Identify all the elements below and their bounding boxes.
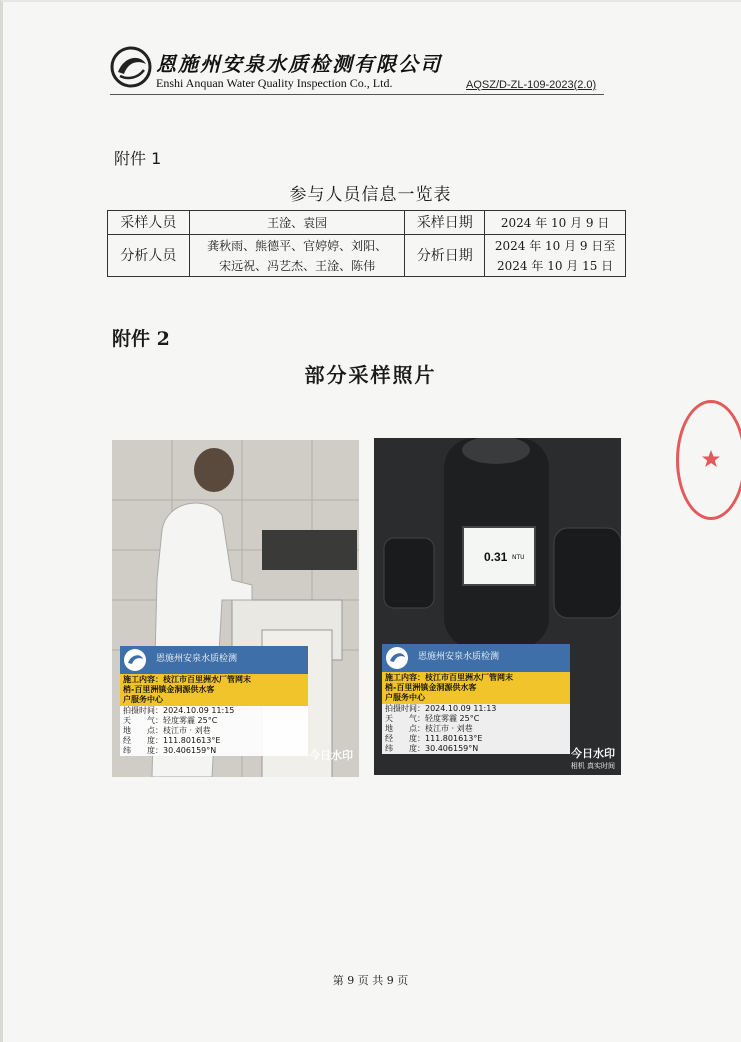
- analysis-date-label: 分析日期: [405, 235, 485, 277]
- sampling-date: 2024 年 10 月 9 日: [485, 211, 626, 235]
- page-footer: 第 9 页 共 9 页: [332, 974, 409, 987]
- analysis-date-line1: 2024 年 10 月 9 日至: [494, 238, 616, 253]
- watermark-task-line2: 梢-百里洲镇金洞源供水客: [385, 683, 477, 692]
- seal-star-icon: [701, 449, 721, 469]
- staff-info-table: [107, 210, 626, 277]
- attachment-2-label: 附件 2: [112, 328, 170, 350]
- company-name-en: Enshi Anquan Water Quality Inspection Co., Ltd.: [156, 76, 393, 90]
- watermark-brand: 今日水印: [571, 747, 615, 760]
- watermark-time: 拍摄时间：2024.10.09 11:15: [123, 706, 235, 715]
- watermark-task-line1: 枝江市百里洲水厂管网末: [163, 675, 251, 684]
- watermark-weather: 天 气：轻度雾霾 25°C: [123, 716, 218, 725]
- watermark-org: 恩施州安泉水质检测: [156, 654, 238, 664]
- analysis-date-line2: 2024 年 10 月 15 日: [497, 258, 614, 273]
- watermark-latitude: 纬 度：30.406159°N: [123, 746, 217, 755]
- watermark-weather: 天 气：轻度雾霾 25°C: [385, 714, 480, 723]
- watermark-task-line2: 梢-百里洲镇金洞源供水客: [123, 685, 215, 694]
- watermark-brand-sub: 相机 真实时间: [570, 762, 615, 770]
- watermark-longitude: 经 度：111.801613°E: [385, 734, 483, 743]
- document-code: AQSZ/D-ZL-109-2023(2.0): [466, 79, 597, 91]
- sampler-names: 王淦、袁园: [189, 211, 405, 235]
- attachment-1-label: 附件 1: [114, 149, 162, 168]
- sampler-label: 采样人员: [108, 211, 190, 235]
- watermark-task-line3: 户服务中心: [385, 693, 425, 702]
- watermark-org: 恩施州安泉水质检测: [418, 652, 500, 662]
- analysis-date: [485, 235, 626, 277]
- watermark-task-key: 施工内容：: [385, 673, 425, 682]
- company-logo-icon: [385, 646, 409, 670]
- analyst-names-line2: 宋远祝、冯艺杰、王淦、陈伟: [219, 258, 376, 273]
- sampling-date-label: 采样日期: [405, 211, 485, 235]
- watermark-header: [120, 646, 308, 674]
- company-name-cn: 恩施州安泉水质检测有限公司: [156, 52, 442, 76]
- watermark-header: [382, 644, 570, 672]
- watermark-task-key: 施工内容：: [123, 675, 163, 684]
- analyst-label: 分析人员: [108, 235, 190, 277]
- photo-watermark-card: [120, 646, 308, 756]
- official-seal-stamp: [676, 400, 741, 520]
- sampling-photo-1: [112, 440, 359, 777]
- company-logo-icon: [110, 46, 152, 88]
- watermark-task: [120, 674, 308, 706]
- header-divider: [110, 94, 604, 95]
- watermark-latitude: 纬 度：30.406159°N: [385, 744, 479, 753]
- photo-watermark-card: [382, 644, 570, 754]
- company-logo-icon: [123, 648, 147, 672]
- table-row: [108, 211, 626, 235]
- watermark-brand: 今日水印: [309, 749, 353, 762]
- watermark-task-line1: 枝江市百里洲水厂管网末: [425, 673, 513, 682]
- sampling-photo-2: [374, 438, 621, 775]
- watermark-longitude: 经 度：111.801613°E: [123, 736, 221, 745]
- watermark-time: 拍摄时间：2024.10.09 11:13: [385, 704, 497, 713]
- staff-table-title: 参与人员信息一览表: [289, 185, 452, 205]
- table-row: [108, 235, 626, 277]
- photos-title: 部分采样照片: [304, 363, 437, 387]
- watermark-task: [382, 672, 570, 704]
- meter-unit: NTU: [512, 554, 525, 561]
- watermark-task-line3: 户服务中心: [123, 695, 163, 704]
- analyst-names-line1: 龚秋雨、熊德平、官婷婷、刘阳、: [207, 238, 388, 253]
- watermark-location: 地 点：枝江市 · 刘巷: [123, 726, 211, 735]
- meter-display: [462, 526, 536, 586]
- watermark-location: 地 点：枝江市 · 刘巷: [385, 724, 473, 733]
- analyst-names: [189, 235, 405, 277]
- meter-reading: 0.31: [484, 550, 508, 564]
